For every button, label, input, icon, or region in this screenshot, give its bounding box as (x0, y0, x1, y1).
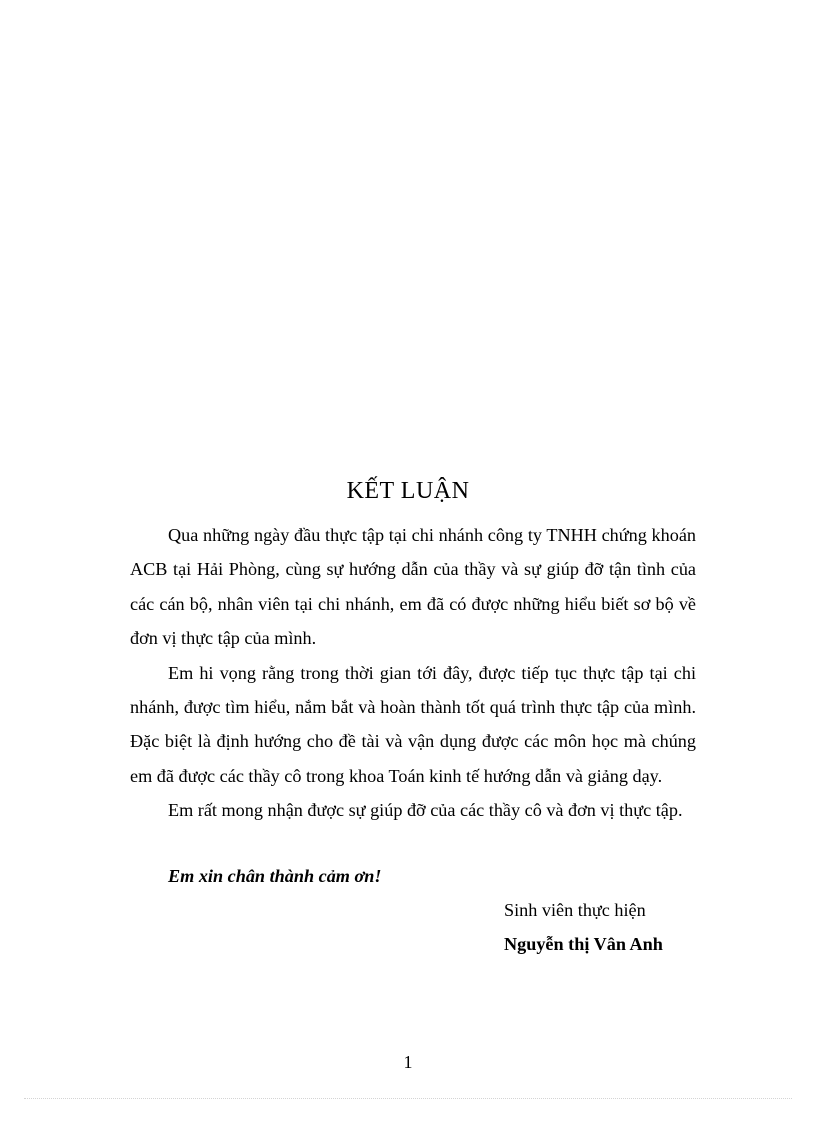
paragraph-3: Em rất mong nhận được sự giúp đỡ của các thầy cô và đơn vị thực tập. (168, 800, 683, 821)
paragraph-1: Qua những ngày đầu thực tập tại chi nhánh công ty TNHH chứng khoán ACB tại Hải Phòng, cùng sự hướng dẫn của thầy và sự giúp đỡ tận tình của các cán bộ, nhân viên tại chi nhánh, em đã có được những hiểu biết sơ bộ về đơn vị thực tập của mình. (130, 525, 696, 649)
signature-role: Sinh viên thực hiện (504, 900, 646, 920)
signature-name: Nguyễn thị Vân Anh (504, 934, 663, 954)
body-text (130, 518, 696, 828)
page-number: 1 (403, 1052, 413, 1072)
footer-divider (24, 1098, 792, 1099)
closing-line: Em xin chân thành cảm ơn! (168, 866, 382, 886)
page-title: KẾT LUẬN (346, 478, 470, 504)
paragraph-2: Em hi vọng rằng trong thời gian tới đây, được tiếp tục thực tập tại chi nhánh, được tìm hiểu, nắm bắt và hoàn thành tốt quá trình thực tập của mình. Đặc biệt là định hướng cho đề tài và vận dụng được các môn học mà chúng em đã được các thầy cô trong khoa Toán kinh tế hướng dẫn và giảng dạy. (130, 662, 696, 786)
